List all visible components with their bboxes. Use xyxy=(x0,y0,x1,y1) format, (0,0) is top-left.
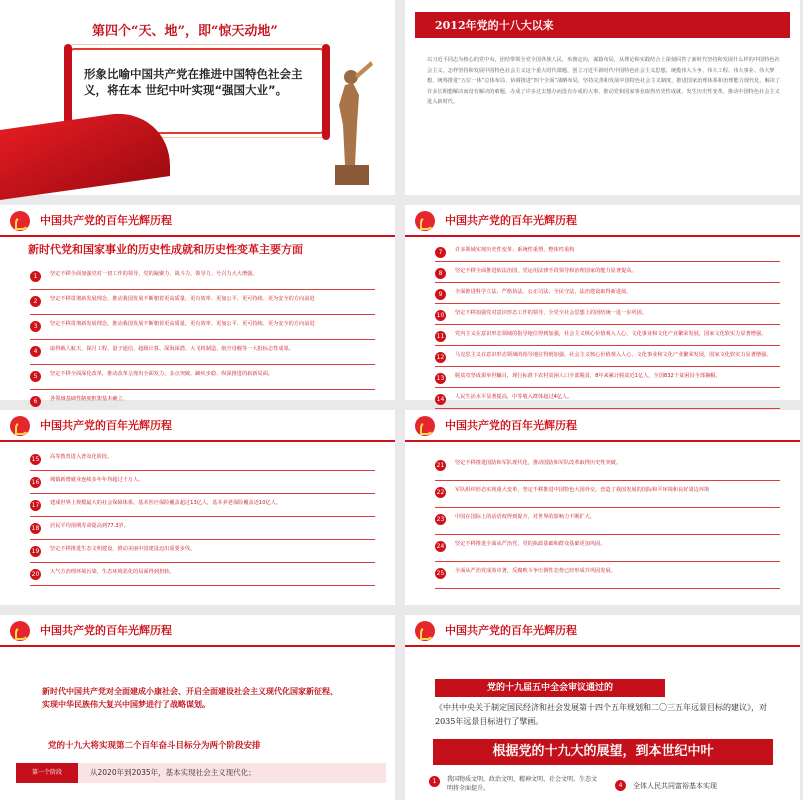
slide-header xyxy=(0,410,395,442)
item-number: 18 xyxy=(31,525,40,532)
item-text: 坚定不移推进国防和军队现代化，推动国防和军队改革取得历史性突破。 xyxy=(455,460,622,466)
goal-item xyxy=(429,775,602,793)
list-item xyxy=(435,348,780,367)
slide-subtitle: 新时代党和国家事业的历史性成就和历史性变革主要方面 xyxy=(28,243,303,256)
item-number: 19 xyxy=(31,548,40,555)
item-number: 23 xyxy=(436,516,445,523)
item-number: 1 xyxy=(429,776,440,787)
item-number: 8 xyxy=(435,268,446,279)
slide-header xyxy=(405,410,800,442)
item-text: 坚定不移推进生态文明建设，推动美丽中国建设迈出重要步伐。 xyxy=(50,546,196,552)
list-item xyxy=(30,317,375,340)
item-number: 21 xyxy=(436,462,445,469)
list-item xyxy=(435,483,780,508)
item-text: 全体人民共同富裕基本实现 xyxy=(633,782,717,790)
slide-since-18th[interactable] xyxy=(405,0,800,195)
item-text: 建成世界上规模最大的社会保障体系，基本医疗保险覆盖超过13亿人，基本养老保险覆盖近10亿人。 xyxy=(50,500,282,506)
slide-header xyxy=(0,615,395,647)
scroll-text: 形象比喻中国共产党在推进中国特色社会主义，将在本 世纪中叶实现“强国大业”。 xyxy=(84,67,303,97)
list-item xyxy=(30,342,375,365)
goal-item xyxy=(615,781,803,791)
header-title: 中国共产党的百年光辉历程 xyxy=(445,624,577,637)
list-item xyxy=(30,473,375,494)
list-item xyxy=(435,306,780,325)
header-title: 中国共产党的百年光辉历程 xyxy=(40,419,172,432)
stage-label: 第一个阶段 xyxy=(16,763,78,783)
header-title: 中国共产党的百年光辉历程 xyxy=(40,214,172,227)
slide-title: 2012年党的十八大以来 xyxy=(435,19,554,32)
slide-achievements-4[interactable] xyxy=(405,410,800,605)
item-text: 坚定不移贯彻新发展理念，推动我国发展不断朝着更高质量、更有效率、更加公平、更可持续、更为安全的方向前进 xyxy=(50,296,315,302)
header-title: 中国共产党的百年光辉历程 xyxy=(40,624,172,637)
item-text: 党内主义在意识形态领域的指导地位得到加强，社会主义核心价值观入人心，文化事业和文化产业繁荣发展，国家文化软实力显著增强。 xyxy=(455,331,767,337)
item-number: 10 xyxy=(436,312,445,319)
achievement-list xyxy=(435,243,780,411)
stage-text: 从2020年到2035年，基本实现社会主义现代化； xyxy=(78,763,386,783)
lead-text: 新时代中国共产党对全面建成小康社会、开启全面建设社会主义现代化国家新征程、实现中华民族伟大复兴中国梦进行了战略谋划。 xyxy=(42,686,338,709)
party-emblem-icon xyxy=(415,416,435,436)
proposal-paragraph: 《中共中央关于制定国民经济和社会发展第十四个五年规划和二〇三五年远景目标的建议》，对2035年远景目标进行了擘画。 xyxy=(435,703,767,726)
list-item xyxy=(435,369,780,388)
list-item xyxy=(30,519,375,540)
list-item xyxy=(435,390,780,409)
slide-achievements-2[interactable] xyxy=(405,205,800,403)
slide-strategy[interactable] xyxy=(0,615,395,800)
item-text: 坚定不移贯彻新发展理念，推动我国发展不断朝着更高质量、更有效率、更加公平、更可持续、更为安全的方向前进 xyxy=(50,321,315,327)
item-text: 坚定不移全面推进依法治国，党运用法律手段领导和治理国家的能力显著提高。 xyxy=(455,268,637,274)
item-text: 坚定不移全面深化改革，推动改革呈现出全面发力、多点突破、蹄疾步稳、纵深推进的崭新局面。 xyxy=(50,371,274,377)
header-title: 中国共产党的百年光辉历程 xyxy=(445,214,577,227)
plenum-banner: 党的十九届五中全会审议通过的 xyxy=(435,679,665,697)
stage-heading: 党的十九大将实现第二个百年奋斗目标分为两个阶段安排 xyxy=(48,741,261,751)
item-number: 14 xyxy=(436,396,445,403)
list-item xyxy=(435,537,780,562)
item-text: 人民生活水平显著提高，中等收入群体超过4亿人。 xyxy=(455,394,573,400)
item-number: 15 xyxy=(31,456,40,463)
item-number: 3 xyxy=(30,321,41,332)
item-text: 大气方治理环境污染，生态环境恶化的局面得到扭转。 xyxy=(50,569,175,575)
item-text: 全面推进科学立法、严格执法、公正司法、全民守法，法治建设取得新进展。 xyxy=(455,289,632,295)
item-number: 25 xyxy=(436,570,445,577)
list-item xyxy=(435,264,780,283)
list-item xyxy=(30,267,375,290)
bugler-statue-icon xyxy=(325,55,375,185)
item-text: 我国物质文明、政治文明、精神文明、社会文明、生态文明将全面提升。 xyxy=(447,776,598,792)
slide-title: 第四个“天、地”，即“惊天动地” xyxy=(92,24,278,39)
slide-header xyxy=(0,205,395,237)
item-text: 城镇新增就业连续多年年均超过千万人。 xyxy=(50,477,144,483)
item-number: 17 xyxy=(31,502,40,509)
slide-tiandi[interactable] xyxy=(0,0,395,195)
party-emblem-icon xyxy=(415,621,435,641)
item-number: 4 xyxy=(30,346,41,357)
item-text: 许多领域实现历史性变革、系统性重塑、整体性重构 xyxy=(455,247,575,253)
item-number: 1 xyxy=(30,271,41,282)
achievement-list xyxy=(30,267,375,417)
list-item xyxy=(435,243,780,262)
red-flag-decoration xyxy=(0,106,170,200)
item-text: 坚定不移加强党对意识形态工作的领导，全党全社会思想上的团结统一进一步巩固。 xyxy=(455,310,647,316)
slide-achievements-3[interactable] xyxy=(0,410,395,605)
list-item xyxy=(435,564,780,589)
item-text: 全面从严治党成效卓著，反腐败斗争压倒性态势已经形成并巩固发展。 xyxy=(455,568,616,574)
list-item xyxy=(30,367,375,390)
item-number: 6 xyxy=(30,396,41,407)
list-item xyxy=(435,327,780,346)
party-emblem-icon xyxy=(415,211,435,231)
list-item xyxy=(30,292,375,315)
list-item xyxy=(30,496,375,517)
item-text: 军队组织形态实现重大变革。坚定不移推进中国特色大国外交，营造了我国发展的国际和平环境和良好周边环境 xyxy=(455,487,710,493)
item-number: 2 xyxy=(30,296,41,307)
item-number: 11 xyxy=(436,333,445,340)
list-item xyxy=(30,450,375,471)
item-number: 9 xyxy=(435,289,446,300)
party-emblem-icon xyxy=(10,211,30,231)
item-text: 居民平均预期寿命提高到77.3岁。 xyxy=(50,523,129,529)
item-number: 13 xyxy=(436,375,445,382)
item-text: 坚定不移推进全面从严治党，党的执政基础和群众基础更加巩固。 xyxy=(455,541,606,547)
slide-header xyxy=(405,205,800,237)
item-text: 取得载人航天、探月工程、量子通信、超级计算、深海深潜、大飞机制造、航空母舰等一大批标志性成果。 xyxy=(50,346,294,352)
item-text: 坚定不移全面加强党对一切工作的领导，党的凝聚力、战斗力、领导力、号召力大大增强。 xyxy=(50,271,258,277)
list-item xyxy=(30,542,375,563)
title-bar xyxy=(415,12,790,38)
list-item xyxy=(30,565,375,586)
party-emblem-icon xyxy=(10,416,30,436)
item-number: 22 xyxy=(436,489,445,496)
list-item xyxy=(435,456,780,481)
item-number: 20 xyxy=(31,571,40,578)
item-text: 高等教育进入普及化阶段。 xyxy=(50,454,113,460)
item-text: 脱贫攻坚成果举世瞩目，现行标准下农村贫困人口全部脱贫，8年来累计脱贫近1亿人，全国832个贫困县全部摘帽。 xyxy=(455,373,721,379)
item-number: 7 xyxy=(435,247,446,258)
item-text: 各领域基础性制度框架基本确立。 xyxy=(50,396,128,402)
item-number: 12 xyxy=(436,354,445,361)
slide-achievements-1[interactable] xyxy=(0,205,395,405)
achievement-list xyxy=(30,450,375,588)
item-text: 马克思主义在意识形态领域的指导地位得到加强，社会主义核心价值观入人心，文化事业和文化产业繁荣发展，国家文化软实力显著增强。 xyxy=(455,352,772,358)
item-number: 5 xyxy=(30,371,41,382)
item-number: 24 xyxy=(436,543,445,550)
list-item xyxy=(435,510,780,535)
item-number: 4 xyxy=(615,780,626,791)
item-text: 中国在国际上的话语权得到提升，对世界的影响力不断扩大。 xyxy=(455,514,596,520)
achievement-list xyxy=(435,456,780,591)
slide-body: 以习近平同志为核心的党中央，团结带领全党全国各族人民，举旗定向，谋篇布局，从理论和实践结合上深刻回答了新时代坚持和发展什么样的中国特色社会主义、怎样坚持和发展中国特色社会主义这个重大时代课题，创立习近平新时代中国特色社会主义思想，统揽伟大斗争、伟大工程、伟大事业、伟大梦想，统筹推进“五位一体”总体布局、协调推进“四个全面”战略布局，坚持完善和发展中国特色社会主义制度，推进国家治理体系和治理能力现代化，解决了许多长期想解决而没有解决的难题，办成了许多过去想办而没有办成的大事，推动党和国家事业取得历史性成就、发生历史性变革，推动中国特色社会主义进入新时代。 xyxy=(427,57,781,105)
slide-header xyxy=(405,615,800,647)
item-number: 16 xyxy=(31,479,40,486)
slide-2035-goals[interactable] xyxy=(405,615,800,800)
list-item xyxy=(435,285,780,304)
century-banner: 根据党的十九大的展望，到本世纪中叶 xyxy=(433,739,773,765)
header-title: 中国共产党的百年光辉历程 xyxy=(445,419,577,432)
party-emblem-icon xyxy=(10,621,30,641)
